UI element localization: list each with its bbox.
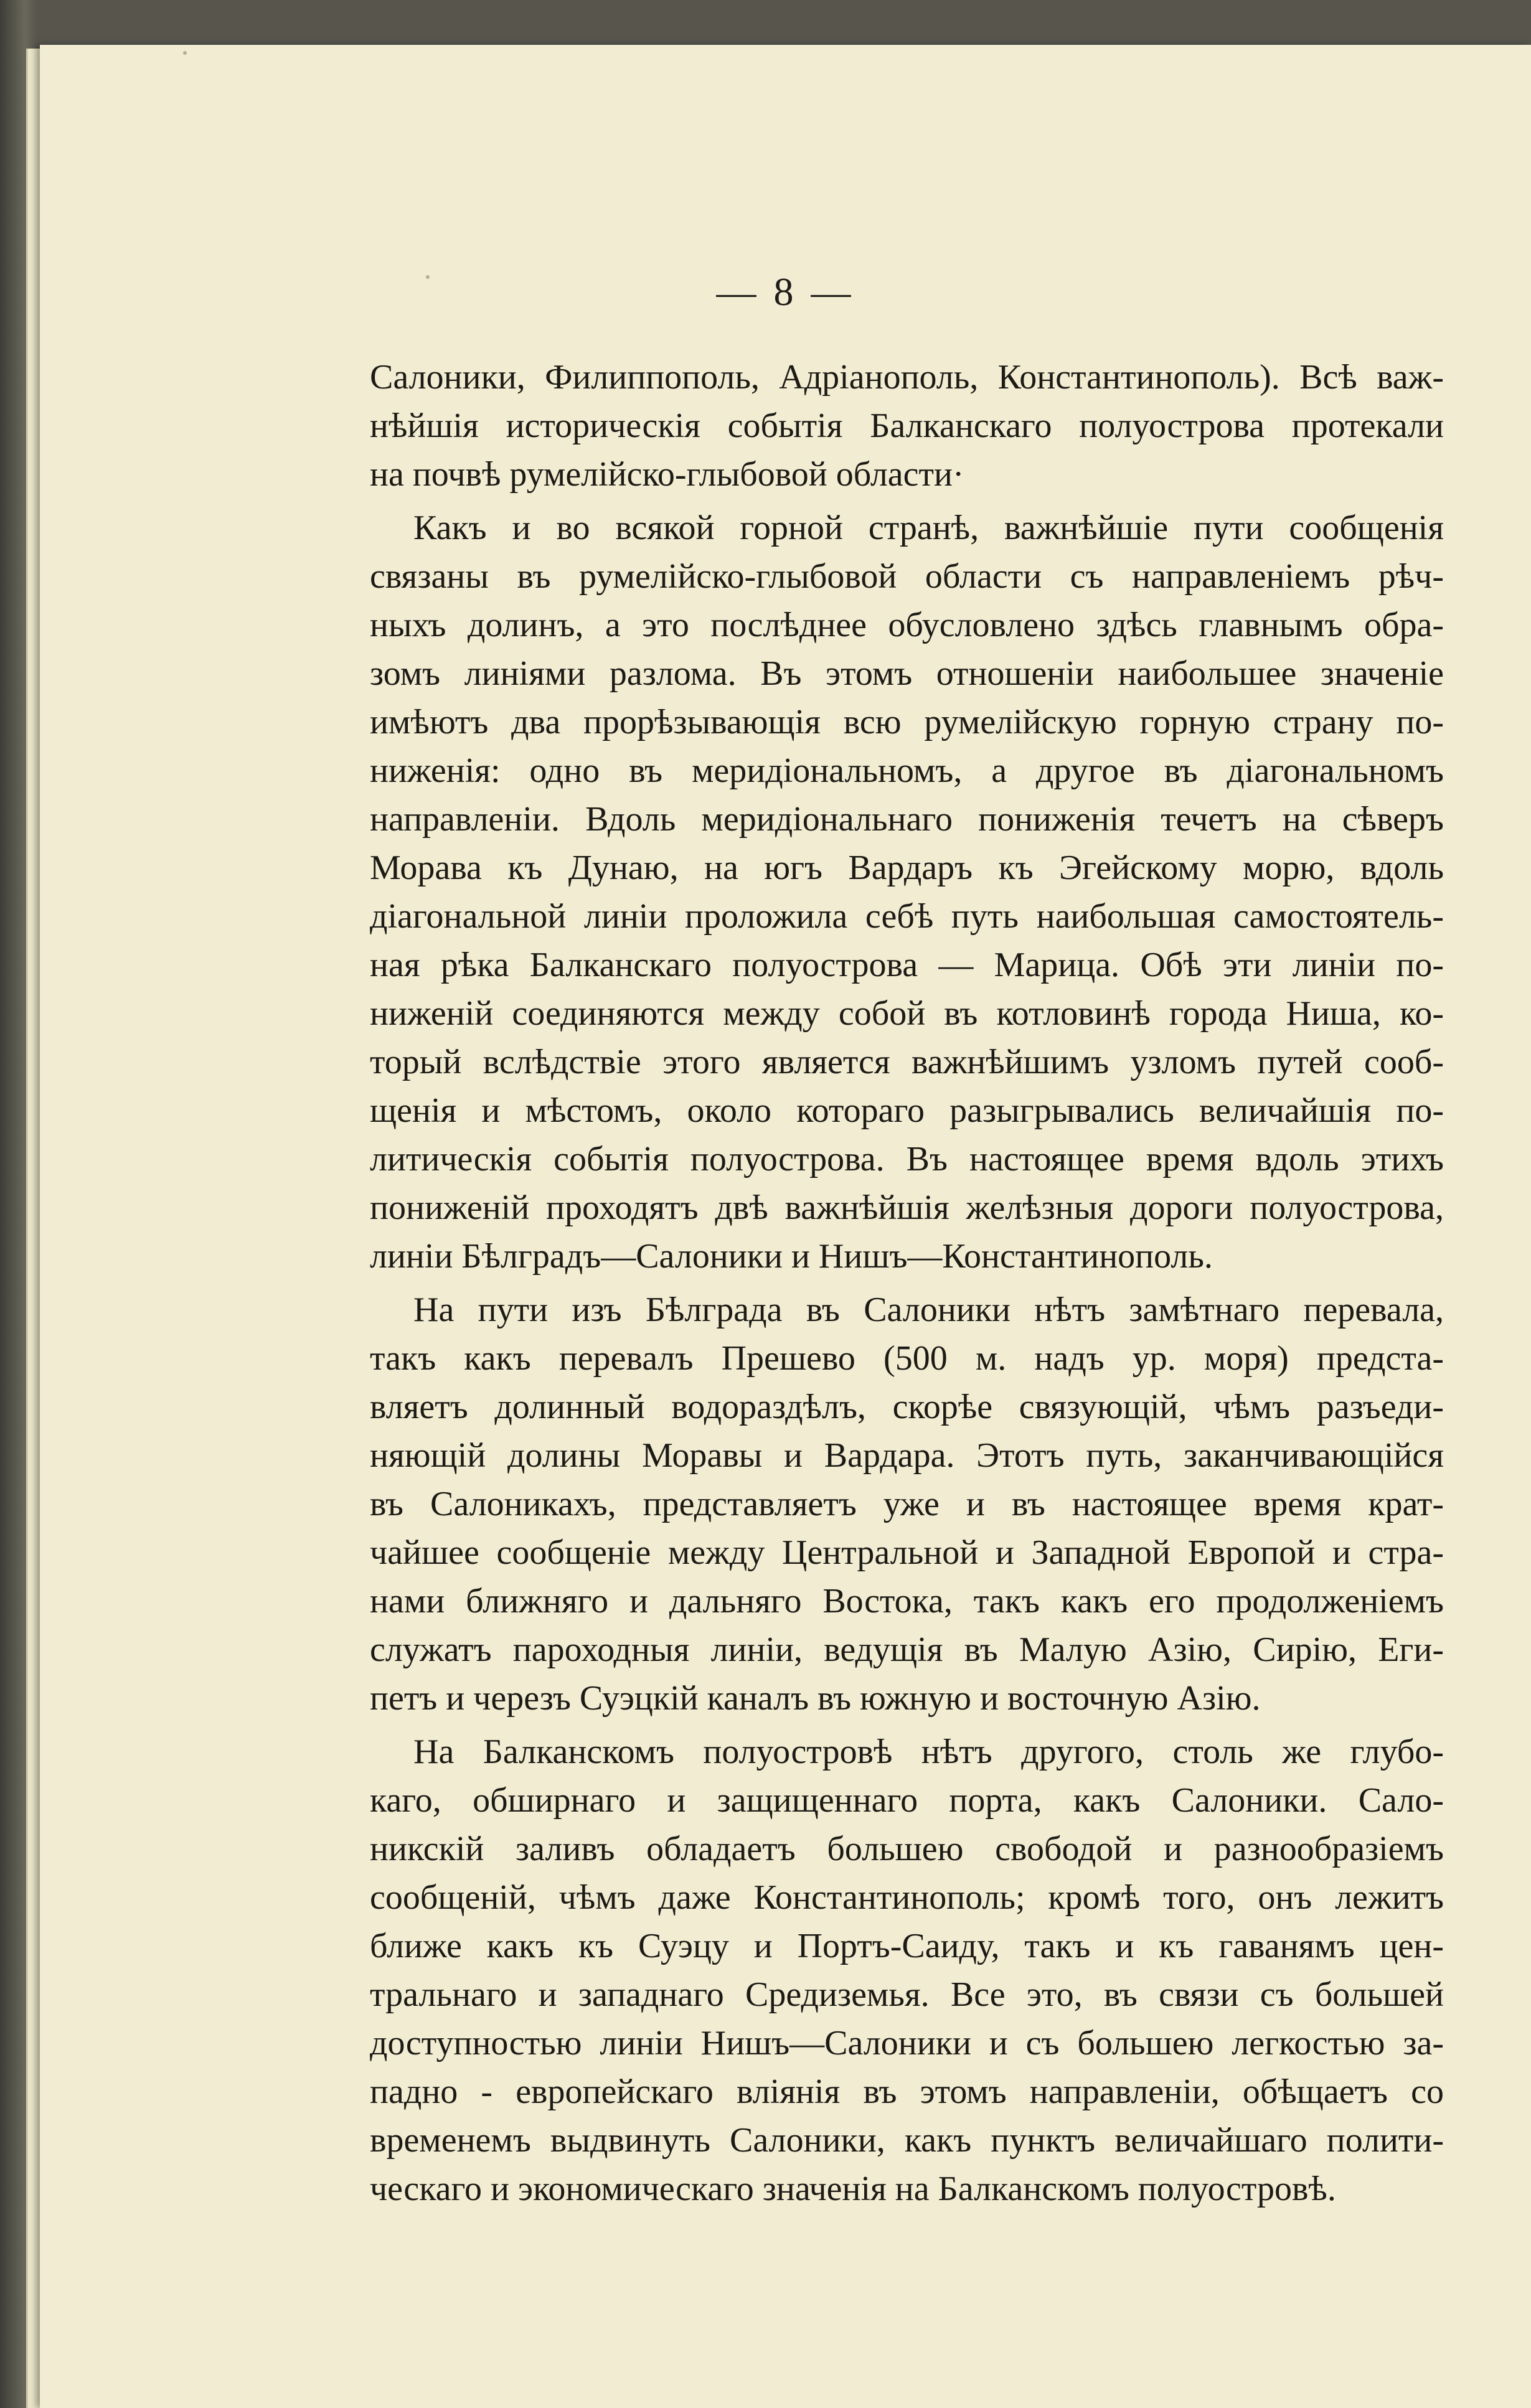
- text-line: тральнаго и западнаго Средиземья. Все это, въ связи съ большей: [370, 1975, 1444, 2014]
- text-line: линіи Бѣлградъ—Салоники и Нишъ—Константинополь.: [370, 1237, 1213, 1276]
- text-line: ниженія: одно въ меридіональномъ, а другое въ діагональномъ: [370, 751, 1444, 790]
- text-line: петъ и черезъ Суэцкій каналъ въ южную и восточную Азію.: [370, 1679, 1261, 1718]
- paragraph: [370, 1728, 1444, 2213]
- text-line: чайшее сообщеніе между Центральной и Западной Европой и стра-: [370, 1533, 1444, 1572]
- text-line: временемъ выдвинуть Салоники, какъ пунктъ величайшаго полити-: [370, 2121, 1444, 2160]
- text-line: діагональной линіи проложила себѣ путь наибольшая самостоятель-: [370, 897, 1444, 936]
- text-line: Салоники, Филиппополь, Адріанополь, Константинополь). Всѣ важ-: [370, 358, 1444, 397]
- text-line: пониженій проходятъ двѣ важнѣйшія желѣзныя дороги полуострова,: [370, 1188, 1444, 1227]
- paragraph: [370, 1286, 1444, 1723]
- text-line: сообщеній, чѣмъ даже Константинополь; кромѣ того, онъ лежитъ: [370, 1878, 1444, 1917]
- text-line: ная рѣка Балканскаго полуострова — Марица. Обѣ эти линіи по-: [370, 946, 1444, 984]
- text-line: нами ближняго и дальняго Востока, такъ какъ его продолженіемъ: [370, 1582, 1444, 1620]
- text-line: нѣйшія историческія событія Балканскаго полуострова протекали: [370, 407, 1444, 445]
- text-line: ближе какъ къ Суэцу и Портъ-Саиду, такъ и къ гаванямъ цен-: [370, 1927, 1444, 1965]
- text-line: служатъ пароходныя линіи, ведущія въ Малую Азію, Сирію, Еги-: [370, 1630, 1444, 1669]
- paragraph: [370, 353, 1444, 499]
- text-line: каго, обширнаго и защищеннаго порта, какъ Салоники. Сало-: [370, 1781, 1444, 1820]
- text-line: такъ какъ перевалъ Прешево (500 м. надъ ур. моря) предста-: [370, 1339, 1444, 1378]
- text-line: щенія и мѣстомъ, около котораго разыгрывались величайшія по-: [370, 1091, 1444, 1130]
- text-line: торый вслѣдствіе этого является важнѣйшимъ узломъ путей сооб-: [370, 1043, 1444, 1081]
- text-line: На Балканскомъ полуостровѣ нѣтъ другого, столь же глубо-: [413, 1733, 1444, 1771]
- text-line: имѣютъ два прорѣзывающія всю румелійскую горную страну по-: [370, 703, 1444, 741]
- text-line: связаны въ румелійско-глыбовой области съ направленіемъ рѣч-: [370, 557, 1444, 596]
- text-line: ниженій соединяются между собой въ котловинѣ города Ниша, ко-: [370, 994, 1444, 1033]
- paper-speck: [183, 51, 187, 55]
- paragraph: [370, 504, 1444, 1281]
- text-line: ныхъ долинъ, а это послѣднее обусловлено здѣсь главнымъ обра-: [370, 606, 1444, 644]
- text-line: направленіи. Вдоль меридіональнаго пониженія течетъ на сѣверъ: [370, 800, 1444, 839]
- page-number: — 8 —: [716, 270, 855, 314]
- text-line: зомъ линіями разлома. Въ этомъ отношеніи наибольшее значеніе: [370, 654, 1444, 693]
- text-line: падно - европейскаго вліянія въ этомъ направленіи, обѣщаетъ со: [370, 2072, 1444, 2111]
- text-line: на почвѣ румелійско-глыбовой области·: [370, 455, 964, 494]
- text-line: Морава къ Дунаю, на югъ Вардаръ къ Эгейскому морю, вдоль: [370, 849, 1444, 887]
- text-line: вляетъ долинный водораздѣлъ, скорѣе связующій, чѣмъ разъеди-: [370, 1388, 1444, 1426]
- text-line: На пути изъ Бѣлграда въ Салоники нѣтъ замѣтнаго перевала,: [413, 1291, 1444, 1329]
- book-page: [40, 45, 1531, 2408]
- text-line: въ Салоникахъ, представляетъ уже и въ настоящее время крат-: [370, 1485, 1444, 1523]
- text-line: Какъ и во всякой горной странѣ, важнѣйшіе пути сообщенія: [413, 509, 1444, 547]
- text-line: доступностью линіи Нишъ—Салоники и съ большею легкостью за-: [370, 2024, 1444, 2062]
- text-line: никскій заливъ обладаетъ большею свободой и разнообразіемъ: [370, 1830, 1444, 1868]
- text-line: няющій долины Моравы и Вардара. Этотъ путь, заканчивающійся: [370, 1436, 1444, 1475]
- text-line: ческаго и экономическаго значенія на Балканскомъ полуостровѣ.: [370, 2170, 1336, 2208]
- body-text: [370, 353, 1444, 2213]
- text-line: литическія событія полуострова. Въ настоящее время вдоль этихъ: [370, 1140, 1444, 1178]
